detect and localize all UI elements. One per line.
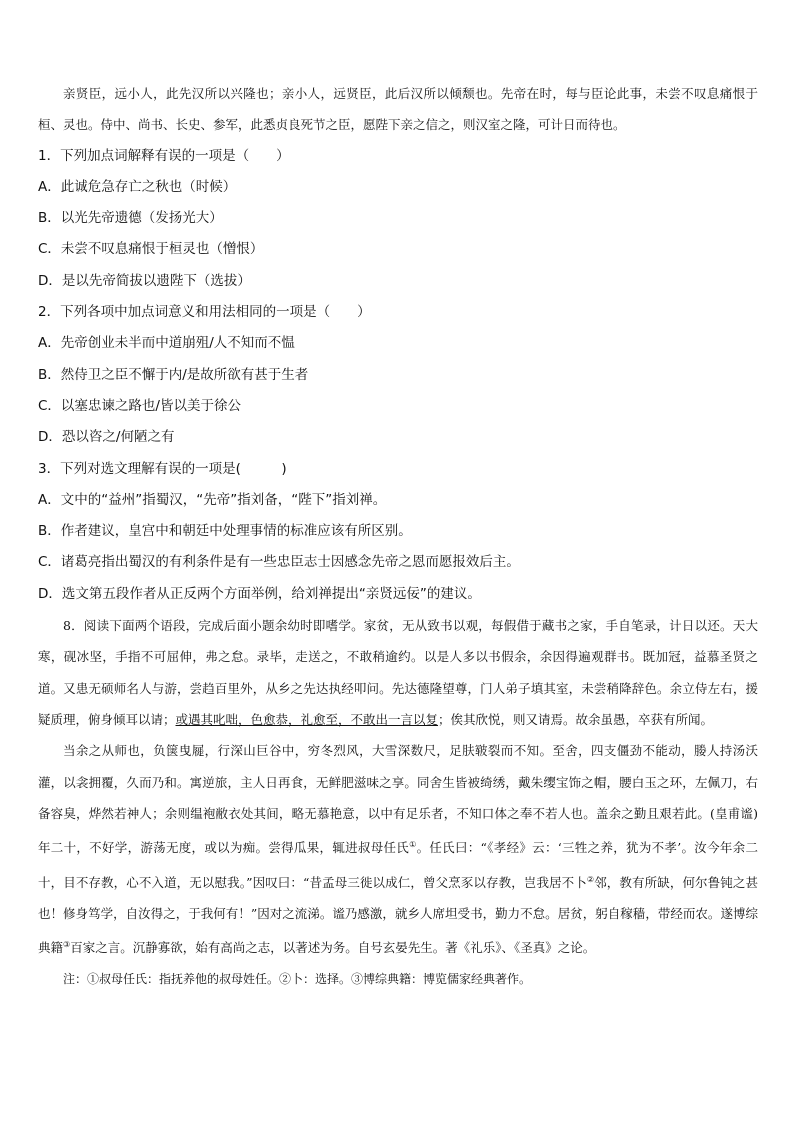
question-3 [38,454,758,610]
option-d: D．是以先帝简拔以遗陛下（选拔） [38,272,251,289]
footnote: 注：①叔母任氏：指抚养他的叔母姓任。②卜：选择。③博综典籍：博览儒家经典著作。 [63,971,532,986]
passage3-line4: 人也。盖余之勤且艰若此。(皇甫谧)年二十，不好学，游荡无度，或以为痴。尝得瓜果，辄进叔母任氏 [38,805,758,856]
passage3-line6-end: 邻，教有所缺，何尔鲁钝之甚也！修身笃学，自汝得之，于我何有！”因对 [38,874,758,922]
option-c: C．未尝不叹息痛恨于桓灵也（憎恨） [38,241,264,258]
passage1-line1: 亲贤臣，远小人，此先汉所以兴隆也；亲小人，远贤臣，此后汉所以倾颓也。先帝在时，每与臣论此事，未尝不 [63,86,694,101]
document-page [38,78,758,994]
option-b: B．以光先帝遗德（发扬光大） [38,210,223,227]
footnote-marker-2: ② [586,874,595,884]
passage3 [38,735,758,964]
question-1 [38,141,758,297]
option-c: C．诸葛亮指出蜀汉的有利条件是有一些忠臣志士因感念先帝之恩而愿报效后主。 [38,554,520,571]
passage3-line6: 徙以成仁，曾父烹豕以存教，岂我居不卜 [359,874,587,890]
option-c: C．以塞忠谏之路也/皆以美于徐公 [38,397,241,414]
option-b: B．然侍卫之臣不懈于内/是故所欲有甚于生者 [38,366,309,383]
option-b: B．作者建议，皇宫中和朝廷中处理事情的标准应该有所区别。 [38,523,412,540]
question-stem: 2．下列各项中加点词意义和用法相同的一项是（ ） [38,304,371,321]
passage2-line4: 未尝稍降辞色。余立侍左右，援疑质理，俯身倾耳以请； [38,680,758,727]
passage2 [38,610,758,735]
passage1 [38,78,758,141]
option-a: A．此诚危急存亡之秋也（时候） [38,178,237,195]
passage3-line8: 始有高尚之志，以著述为务。自号玄晏先生。著《礼乐》、《圣真》之论。 [195,940,596,956]
footnote-marker-1: ① [409,840,417,850]
passage3-line2: 媵人持汤沃灌，以衾拥覆，久而乃和。寓逆旅，主人日再食，无鲜肥滋味之享。同舍生皆被绮绣，戴朱缨宝饰之帽， [38,743,758,790]
passage3-line1: 当余之从师也，负箧曳屣，行深山巨谷中，穷冬烈风，大雪深数尺，足肤皲裂而不知。至舍，四支僵劲不能动， [63,743,694,759]
passage3-line7: 之流涕。谧乃感激，就乡人席坦受书，勤力不怠。居贫，躬自稼穑，带经而农。遂博综典籍 [38,906,758,956]
passage2-line3: 既加冠，益慕圣贤之道。又患无硕师名人与游，尝趋百里外，从乡之先达执经叩问。先达德隆望尊，门人弟子填其室， [38,649,758,696]
question-stem: 3．下列对选文理解有误的一项是( ) [38,460,287,477]
passage2-line2: 还。天大寒，砚冰坚，手指不可屈伸，弗之怠。录毕，走送之，不敢稍逾约。以是人多以书假余，余因得遍观群书。 [38,618,758,665]
option-a: A．先帝创业未半而中道崩殂/人不知而不愠 [38,335,295,352]
question-stem: 1．下列加点词解释有误的一项是（ ） [38,147,290,164]
passage2-line5: 则又请焉。故余虽愚，卒获有所闻。 [513,711,714,727]
option-a: A．文中的“益州”指蜀汉，“先帝”指刘备，“陛下”指刘禅。 [38,491,387,508]
passage3-line4-end: 。任氏 [416,840,455,856]
passage3-line7-end: 百家之言。沉静寡欲， [70,940,196,956]
passage3-line5: 曰：“《孝经》云：‘三牲之养，犹为不孝’。汝今年余二十，目不存教，心不入道，无以慰我。”因叹曰：“昔孟母三 [38,840,758,890]
footnote-marker-3: ③ [63,940,71,950]
question-2 [38,297,758,453]
passage2-line1: 8．阅读下面两个语段，完成后面小题余幼时即嗜学。家贫，无从致书以观，每假借于藏书之家，手自笔录，计日以 [63,618,708,634]
passage1-line2: 叹息痛恨于桓、灵也。侍中、尚书、长史、参军，此悉贞良死节之臣，愿陛下亲之信之，则汉室之隆，可计日而待也。 [38,86,758,133]
option-d: D．恐以咨之/何陋之有 [38,429,175,446]
passage2-line4-end: ；俟其欣悦， [438,711,514,727]
option-d: D．选文第五段作者从正反两个方面举例，给刘禅提出“亲贤远佞”的建议。 [38,585,481,602]
passage3-line3: 腰白玉之环，左佩刀，右备容臭，烨然若神人；余则缊袍敝衣处其间，略无慕艳意，以中有足乐者，不知口体之奉不若 [38,774,758,821]
underlined-sentence: 或遇其叱咄，色愈恭，礼愈至，不敢出一言以复 [175,711,439,727]
